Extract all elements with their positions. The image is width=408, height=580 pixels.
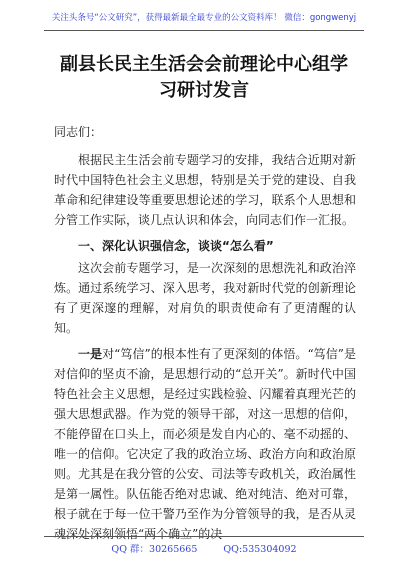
section-paragraph: 这次会前专题学习，是一次深刻的思想洗礼和政治淬炼。通过系统学习、深入思考，我对新时代党的创新理论有了更深邃的理解，对肩负的职责使命有了更清醒的认知。 bbox=[54, 261, 356, 335]
salutation: 同志们： bbox=[54, 125, 103, 139]
document-body bbox=[54, 122, 356, 544]
point-text: 对“笃信”的根本性有了更深刻的体悟。“笃信”是对信仰的坚贞不渝，是思想行动的“总开关”。新时代中国特色社会主义思想，是经过实践检验、闪耀着真理光芒的强大思想武器。作为党的领导干部，对这一思想的信仰，不能停留在口头上，而必须是发自内心的、毫不动摇的、唯一的信仰。它决定了我的政治立场、政治方向和政治原则。尤其是在我分管的公安、司法等专政机关，政治属性是第一属性。队伍能否绝对忠诚、绝对纯洁、绝对可靠，根子就在于每一位干警乃至作为分管领导的我，是否从灵魂深处深刻领悟“两个确立”的决 bbox=[54, 347, 356, 541]
footer-qq-group: QQ 群：30265665 bbox=[111, 544, 198, 555]
section-heading: 一、深化认识强信念，谈谈“怎么看” bbox=[78, 239, 274, 253]
intro-paragraph: 根据民主生活会前专题学习的安排，我结合近期对新时代中国特色社会主义思想，特别是关于党的建设、自我革命和纪律建设等重要思想论述的学习，联系个人思想和分管工作实际，谈几点认识和体会，向同志们作一汇报。 bbox=[54, 153, 356, 227]
header-promo-note: 关注头条号“公文研究”，获得最新最全最专业的公文资料库！ 微信：gongwenyj bbox=[51, 13, 357, 23]
footer-qq-number: QQ:535304092 bbox=[223, 544, 297, 555]
footer-divider bbox=[44, 536, 364, 537]
footer-contact bbox=[0, 541, 408, 555]
header-divider bbox=[44, 30, 364, 31]
document-title: 副县长民主生活会会前理论中心组学习研讨发言 bbox=[60, 54, 348, 101]
section-paragraph-point-one bbox=[54, 344, 356, 544]
point-lead: 一是 bbox=[78, 347, 103, 361]
